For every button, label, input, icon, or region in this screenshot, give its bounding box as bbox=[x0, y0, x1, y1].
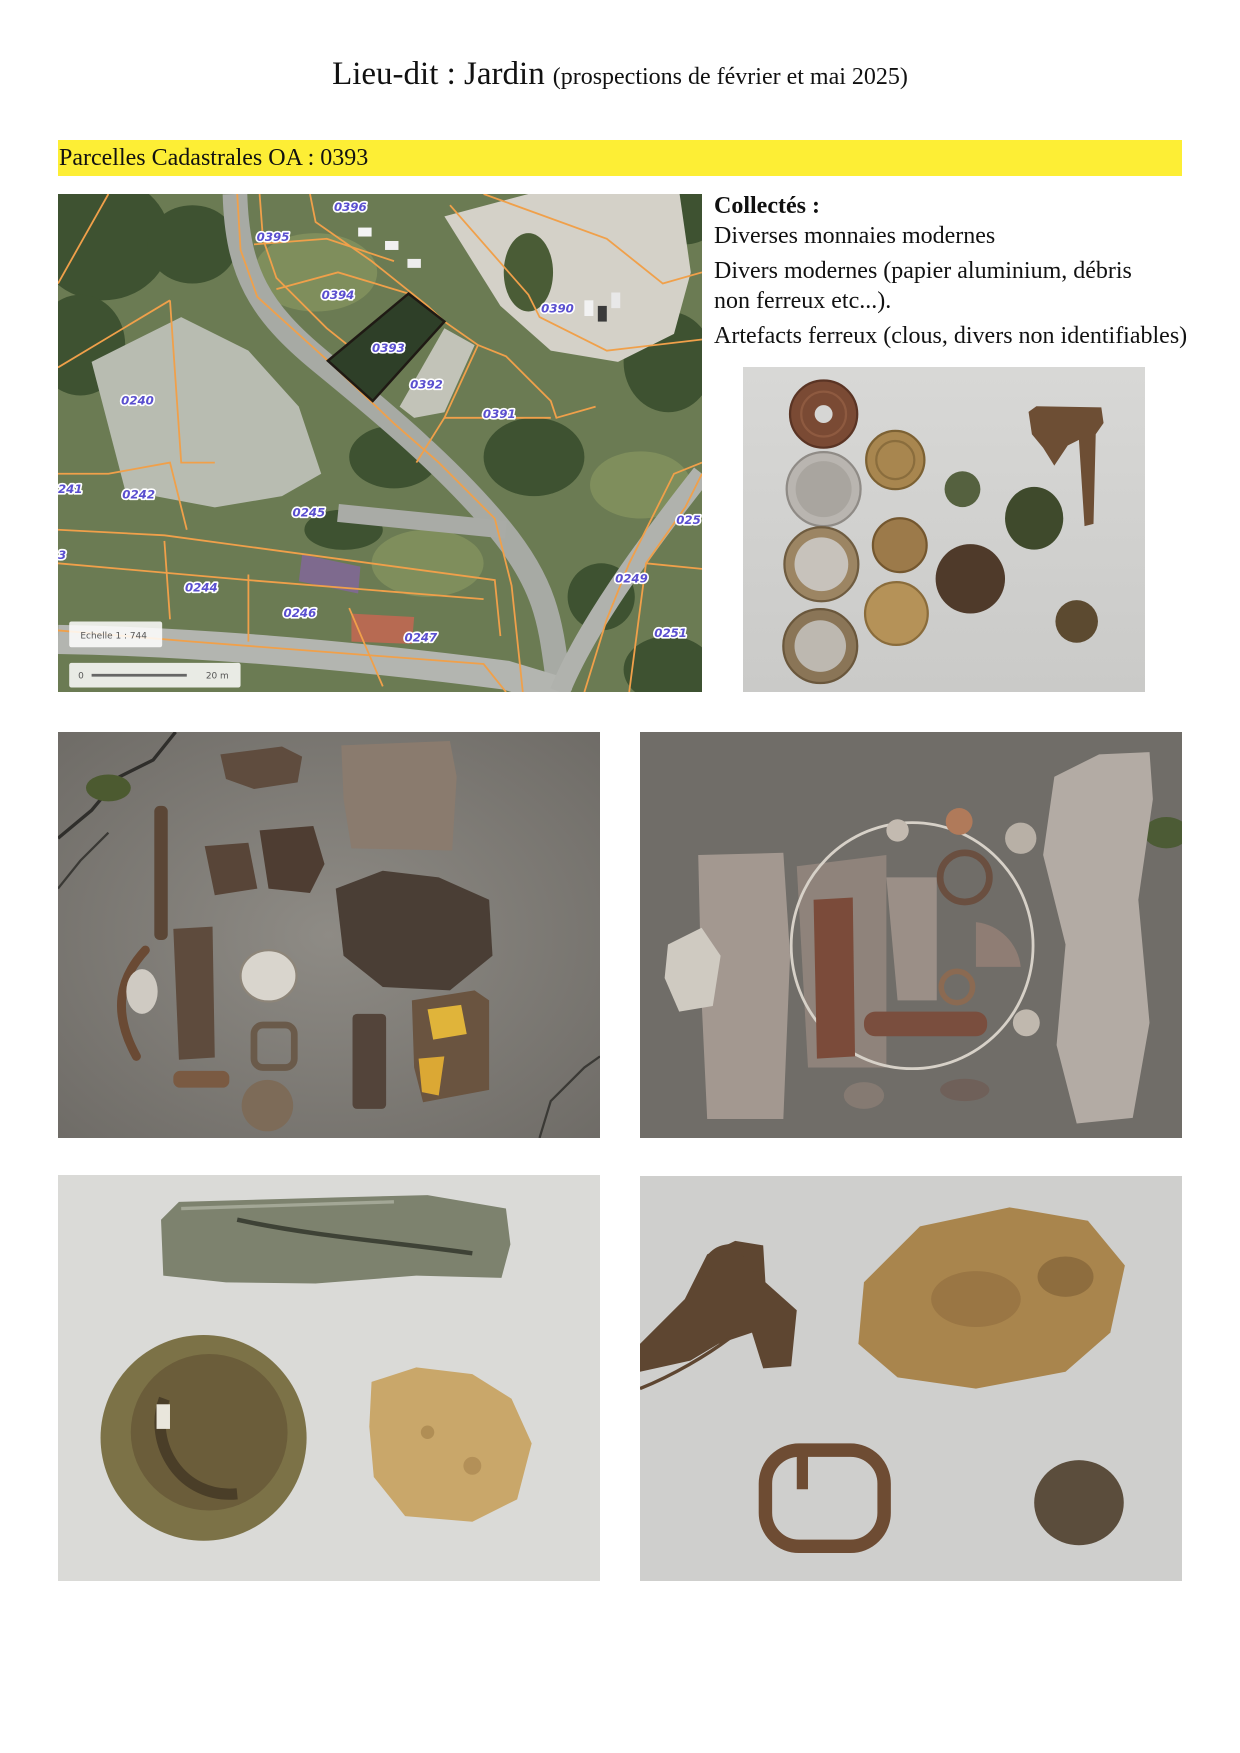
page-title: Lieu-dit : Jardin bbox=[332, 56, 545, 92]
coin-brass bbox=[873, 518, 927, 572]
rusty-bar bbox=[864, 1012, 987, 1037]
rock-texture bbox=[931, 1271, 1021, 1327]
car bbox=[598, 306, 607, 322]
parcel-label-selected: 0393 bbox=[372, 340, 405, 355]
coin-corroded bbox=[936, 544, 1005, 613]
nail bbox=[154, 806, 167, 940]
nail bbox=[173, 1071, 229, 1088]
coin-bimetal bbox=[784, 527, 858, 601]
metal-fragment bbox=[353, 1014, 387, 1109]
parcel-label: 0246 bbox=[283, 606, 317, 621]
parcel-label: 0396 bbox=[333, 199, 367, 214]
metal-fragment bbox=[940, 1079, 989, 1101]
collected-list bbox=[714, 191, 1194, 351]
page-heading bbox=[0, 54, 1240, 100]
finds-photo-2 bbox=[640, 732, 1182, 1138]
coin bbox=[866, 431, 924, 489]
buckle-prong bbox=[797, 1445, 808, 1490]
parcel-label: 0245 bbox=[292, 505, 326, 520]
finds-photo-3-canvas bbox=[58, 1175, 600, 1581]
tree-cluster bbox=[504, 233, 553, 311]
button bbox=[242, 1080, 294, 1131]
coins-photo-canvas bbox=[743, 367, 1145, 692]
collected-item-continuation: non ferreux etc...). bbox=[714, 288, 892, 314]
coins-photo bbox=[743, 367, 1145, 692]
finds-photo-4-canvas bbox=[640, 1176, 1182, 1581]
car bbox=[584, 300, 593, 316]
parcel-label: 0395 bbox=[256, 230, 290, 245]
metal-slab bbox=[173, 927, 214, 1060]
parcel-label: 0247 bbox=[404, 630, 438, 645]
moss bbox=[86, 775, 131, 802]
finds-photo-1-canvas bbox=[58, 732, 600, 1138]
coin bbox=[946, 808, 973, 835]
coin-center bbox=[795, 620, 847, 672]
parcel-bar-label: Parcelles Cadastrales OA : 0393 bbox=[59, 145, 369, 171]
metal-sheet bbox=[341, 741, 456, 851]
coin-corroded bbox=[945, 471, 981, 507]
coin-corroded bbox=[1005, 487, 1063, 550]
coin-brass bbox=[865, 582, 928, 645]
scale-box bbox=[69, 621, 162, 647]
foil-patch bbox=[428, 1005, 467, 1040]
disk-notch bbox=[157, 1404, 170, 1429]
metal-lump bbox=[1034, 1460, 1124, 1545]
parcel-label: 241 bbox=[58, 481, 83, 496]
finds-photo-4 bbox=[640, 1176, 1182, 1581]
coin-silver bbox=[787, 452, 861, 526]
coin-bimetal bbox=[783, 609, 857, 683]
parcel-label: 0392 bbox=[410, 377, 443, 392]
parcel-label: 0251 bbox=[654, 626, 687, 641]
car bbox=[385, 241, 398, 250]
parcel-label: 0391 bbox=[482, 406, 516, 421]
metal-fragment bbox=[844, 1082, 884, 1109]
finds-photo-2-canvas bbox=[640, 732, 1182, 1138]
parcel-label: 0390 bbox=[541, 301, 574, 316]
metal-fragment bbox=[260, 826, 325, 893]
coin-corroded bbox=[1055, 600, 1098, 643]
lid bbox=[241, 950, 297, 1001]
scale-bar bbox=[69, 663, 240, 688]
finds-photo-1 bbox=[58, 732, 600, 1138]
page-subtitle: (prospections de février et mai 2025) bbox=[552, 64, 908, 90]
coin-hole bbox=[815, 405, 833, 423]
white-fragment bbox=[126, 969, 157, 1014]
stone-texture bbox=[463, 1457, 481, 1475]
parcel-label: 0242 bbox=[122, 487, 155, 502]
collected-item: Artefacts ferreux (clous, divers non identifiables) bbox=[714, 323, 1188, 349]
collected-item: Divers modernes (papier aluminium, débris bbox=[714, 258, 1132, 284]
coin-center bbox=[795, 537, 849, 591]
stone-texture bbox=[421, 1426, 434, 1439]
coin-brass bbox=[866, 431, 924, 489]
coin bbox=[1005, 823, 1036, 854]
rusty-plate bbox=[814, 898, 855, 1059]
scale-bar-end: 20 m bbox=[205, 671, 229, 682]
coin-holed bbox=[790, 380, 857, 447]
parcel-label: 0249 bbox=[615, 571, 648, 586]
parcel-label: 025 bbox=[676, 513, 701, 528]
collected-heading: Collectés : bbox=[714, 193, 820, 219]
car bbox=[407, 259, 420, 268]
meadow-patch bbox=[372, 530, 484, 597]
parcel-label: 3 bbox=[58, 547, 67, 562]
collected-item: Diverses monnaies modernes bbox=[714, 223, 996, 249]
coin bbox=[1013, 1009, 1040, 1036]
parcel-bar bbox=[58, 140, 1182, 176]
scale-bar-start: 0 bbox=[78, 671, 84, 682]
parcel-label: 0240 bbox=[121, 393, 154, 408]
parcel-label: 0394 bbox=[321, 288, 355, 303]
tree-cluster bbox=[148, 205, 238, 283]
cadastral-map bbox=[58, 194, 702, 692]
tree-cluster bbox=[484, 418, 585, 496]
car bbox=[611, 292, 620, 308]
coin-center bbox=[796, 461, 852, 517]
concrete-ground bbox=[58, 732, 600, 1138]
coin bbox=[886, 819, 908, 841]
parcel-label: 0244 bbox=[185, 580, 218, 595]
map-canvas bbox=[58, 194, 702, 692]
finds-photo-3 bbox=[58, 1175, 600, 1581]
car bbox=[358, 228, 371, 237]
rock-texture bbox=[1038, 1257, 1094, 1297]
scale-label: Echelle 1 : 744 bbox=[80, 631, 147, 642]
